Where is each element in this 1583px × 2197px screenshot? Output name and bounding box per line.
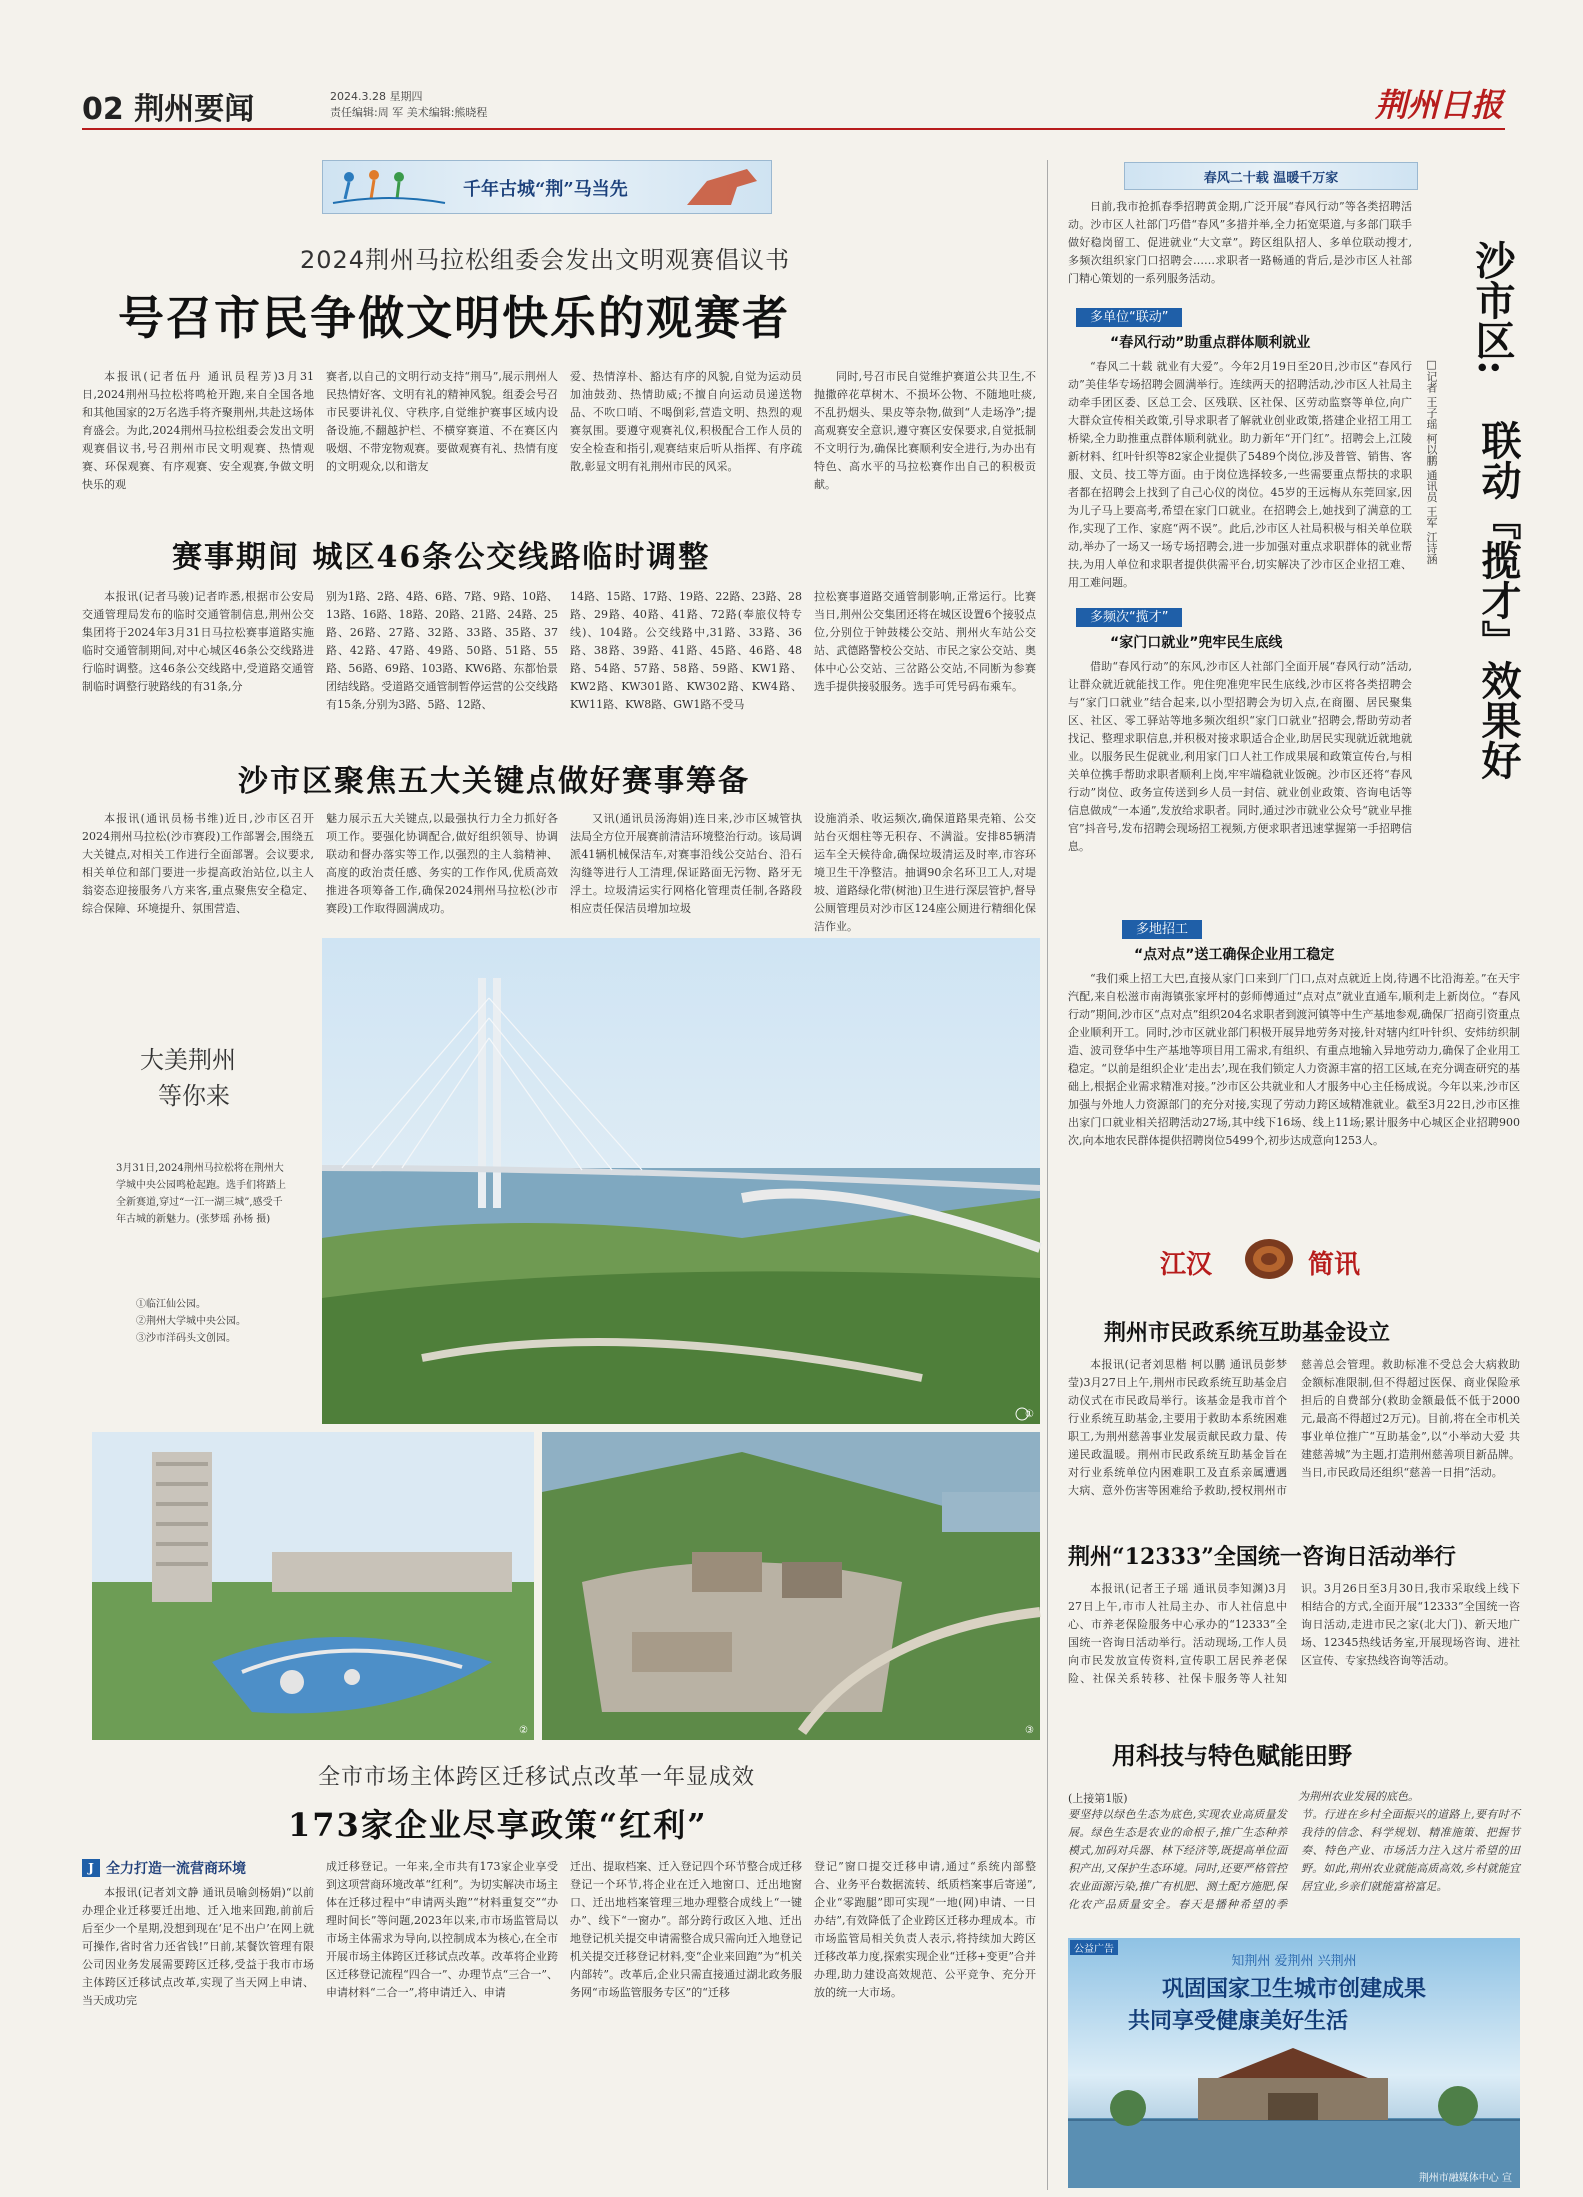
legend-item: ①临江仙公园。 [136, 1299, 206, 1310]
section-heading: “点对点”送工确保企业用工稳定 [1134, 947, 1335, 963]
article1-subtitle: 2024荆州马拉松组委会发出文明观赛倡议书 [300, 246, 791, 274]
photo-feature-title-2: 等你来 [158, 1082, 230, 1110]
section-tag: 多单位“联动” [1076, 306, 1182, 325]
article6-body: 要坚持以绿色生态为底色,实现农业高质量发展。绿色生态是农业的命根子,推广生态种养模式,加码对兵器、林下经济等,既提高单位面积产出,又保护生态环境。同时,还要严格管控农业面源污染,推广有机肥、测土配方施肥,保化农产品质量安全。春天是播种希望的季节。行进在乡村全面振兴的道路上,要有时不我待的信念、科学规划、精准施策、把握节奏、特色产业、市场活力注入这片希望的田野。如此,荆州农业就能高质高效,乡村就能宜居宜业,乡亲们就能富裕富足。 [1068, 1808, 1520, 1911]
editors-line: 责任编辑:周 军 美术编辑:熊晓程 [330, 106, 488, 119]
ad-credit: 荆州市融媒体中心 宣 [1418, 2173, 1512, 2184]
runners-icon [329, 161, 449, 211]
issue-date: 2024.3.28 星期四 [330, 90, 423, 103]
article3-col-1: 本报讯(通讯员杨书维)近日,沙市区召开2024荆州马拉松(沙市赛段)工作部署会,围绕五大关键点,对相关工作进行全面部署。会议要求,相关单位和部门要进一步提高政治站位,以主人翁姿态迎接服务八方来客,重点聚焦安全稳定、综合保障、环境提升、氛围营造、 [82, 812, 314, 915]
article3-col-2: 魅力展示五大关键点,以最强执行力全力抓好各项工作。要强化协调配合,做好组织领导、协调联动和督办落实等工作,以强烈的主人翁精神、高度的政治责任感、务实的工作作风,优质高效推进各项筹备工作,确保2024荆州马拉松(沙市赛段)工作取得圆满成功。 [326, 812, 558, 915]
article5-title [1460, 240, 1520, 375]
ad-line1: 巩固国家卫生城市创建成果 [1161, 1976, 1426, 2002]
article4-col-3: 迁出、提取档案、迁入登记四个环节整合成迁移登记一个环节,将企业在迁入地窗口、迁出地窗口、迁出地档案管理三地办理整合成线上“一键办”、线下“一窗办”。部分跨行政区入地、迁出地登记机关提交申请需整合成只需向迁入地登记机关提交迁移登记材料,变“企业来回跑”为“机关内部转”。改革后,企业只需直接通过湖北政务服务网“市场监管服务专区”的“迁移 [570, 1860, 802, 1999]
article3-col-4: 设施消杀、收运频次,确保道路果壳箱、公交站台灭烟柱等无积存、不满溢。安排85辆清运车全天候待命,确保垃圾清运及时率,市容环境卫生干净整洁。抽调90余名环卫工人,对堤坡、道路绿化带(树池)卫生进行深层管护,督导公厕管理员对沙市区124座公厕进行精细化保洁作业。 [814, 812, 1036, 933]
article4-col-4: 登记”窗口提交迁移申请,通过“系统内部整合、业务平台数据流转、纸质档案事后寄递”,企业“零跑腿”即可实现“一地(网)申请、一日办结”,有效降低了企业跨区迁移办理成本。市市场监管局相关负责人表示,将持续加大跨区迁移改革力度,探索实现企业“迁移+变更”合并办理,助力建设高效规范、公平竞争、充分开放的统一大市场。 [814, 1860, 1036, 1999]
section-heading: “春风行动”助重点群体顺利就业 [1110, 335, 1311, 351]
page-label: 02 荆州要闻 [82, 92, 255, 127]
article4-tag [82, 1858, 246, 1878]
horse-icon [677, 161, 767, 211]
brief2-body: 本报讯(记者王子瑶 通讯员李知渊)3月27日上午,市市人社局主办、市人社信息中心、市养老保险服务中心承办的“12333”全国统一咨询日活动举行。活动现场,工作人员向市民发放宣传资料,宣传职工居民养老保险、社保关系转移、社保卡服务等人社知识。3月26日至3月30日,我市采取线上线下相结合的方式,全面开展“12333”全国统一咨询日活动,走进市民之家(北大门)、新天地广场、12345热线话务室,开展现场咨询、进社区宣传、专家热线咨询等活动。 [1068, 1582, 1520, 1685]
photo-central-park [92, 1432, 534, 1740]
legend-item: ②荆州大学城中央公园。 [136, 1316, 246, 1327]
article2-title: 赛事期间 城区46条公交线路临时调整 [172, 540, 711, 575]
article1-col-2: 赛者,以自己的文明行动支持“荆马”,展示荆州人民热情好客、文明有礼的精神风貌。组委会号召市民要讲礼仪、守秩序,自觉维护赛事区域内设备设施,不翻越护栏、不横穿赛道、不在赛区内吸烟、不带宠物观赛。要做观赛有礼、热情有度的文明观众,以和谐友 [326, 370, 558, 473]
article2-col-2: 别为1路、2路、4路、6路、7路、9路、10路、13路、16路、18路、20路、21路、24路、25路、26路、27路、32路、33路、35路、37路、42路、47路、49路、50路、51路、55路、56路、69路、103路、KW6路、东都怡景团结线路。受道路交通管制暂停运营的公交线路有15条,分别为3路、5路、12路、 [326, 590, 558, 711]
ad-line2: 共同享受健康美好生活 [1128, 2008, 1349, 2034]
tag-badge-icon: J [82, 1859, 100, 1877]
article4-col-1: 本报讯(记者刘文静 通讯员喻剑杨娟)“以前办理企业迁移要迁出地、迁入地来回跑,前前后后至少一个星期,没想到现在‘足不出户’在网上就可操作,省时省力还省钱!”日前,某餐饮管理有限公司因业务发展需要跨区迁移,受益于我市市场主体跨区迁移试点改革,实现了当天网上申请、当天成功完 [82, 1886, 314, 2007]
column-divider [1047, 160, 1048, 2190]
masthead-bar [82, 80, 1505, 130]
photo-number: ① [1025, 1409, 1034, 1420]
article4-subtitle: 全市市场主体跨区迁移试点改革一年显成效 [318, 1765, 756, 1790]
article4-title: 173家企业尽享政策“红利” [288, 1806, 708, 1844]
section-body: “我们乘上招工大巴,直接从家门口来到厂门口,点对点就近上岗,待遇不比沿海差。”在天宇汽配,来自松滋市南海镇张家坪村的彭师傅通过“点对点”就业直通车,顺利走上新岗位。“春风行动”期间,沙市区“点对点”组织204名求职者到渡河镇等中生产基地参观,确保厂招商引资重点企业顺利开工。同时,沙市区就业部门积极开展异地劳务对接,针对辖内红叶针织、安炜纺织制造、波司登华中生产基地等项目用工需求,有组织、有重点地输入异地劳动力,确保了企业用工稳定。“以前是组织企业‘走出去’,现在我们锁定人力资源丰富的招工区域,在充分调查研究的基础上,根据企业需求精准对接。”沙市区公共就业和人才服务中心主任杨成说。今年以来,沙市区加强与外地人力资源部门的充分对接,实现了劳动力跨区域精准就业。截至3月22日,沙市区推出家门口就业相关招聘活动27场,其中线下16场、线上11场;累计服务中心城区企业招聘900次,向本地农民群体提供招聘岗位5499个,初步达成意向1253人。 [1068, 972, 1520, 1147]
photo-number: ② [519, 1725, 528, 1736]
article1-col-4: 同时,号召市民自觉维护赛道公共卫生,不抛撒碎花草树木、不损坏公物、不随地吐痰,不乱扔烟头、果皮等杂物,做到“人走场净”;提高观赛安全意识,遵守赛区安保要求,自觉抵制不文明行为,确保比赛顺利安全进行,为办出有特色、高水平的马拉松赛作出自己的积极贡献。 [814, 370, 1036, 491]
article5-title-line2: 联动『揽才』效果好 [1475, 420, 1522, 780]
photo-waterfront [542, 1432, 1040, 1740]
photo-caption: 3月31日,2024荆州马拉松将在荆州大学城中央公园鸣枪起跑。选手们将踏上全新赛道,穿过“一江一湖三城”,感受千年古城的新魅力。(张梦瑶 孙杨 摄) [116, 1163, 286, 1225]
photo-legend [136, 1296, 306, 1347]
article6-closing: 为荆州农业发展的底色。 [1298, 1790, 1419, 1803]
article1-col-3: 爱、热情淳朴、豁达有序的风貌,自觉为运动员加油鼓劲、热情助威;不擅自向运动员递送物品、不吹口哨、不喝倒彩,营造文明、热烈的观赛氛围。要遵守观赛礼仪,积极配合工作人员的安全检查和指引,观赛结束后听从指挥、有序疏散,彰显文明有礼荆州市民的风采。 [570, 370, 802, 473]
briefs-header [1146, 1236, 1406, 1282]
article5-title-2 [1466, 420, 1526, 840]
ad-slogan-small: 知荆州 爱荆州 兴荆州 [1231, 1954, 1357, 1969]
tag-label: 全力打造一流营商环境 [106, 1861, 246, 1877]
article4-col-2: 成迁移登记。一年来,全市共有173家企业享受到这项营商环境改革“红利”。为切实解决市场主体在迁移过程中“申请两头跑”“材料重复交”“办理时间长”等问题,2023年以来,市市场监管局以市场主体需求为导向,以控制成本为核心,在全市开展市场主体跨区迁移试点改革。改革将企业跨区迁移登记流程“四合一”、办理节点“三合一”、申请材料“二合一”,将申请迁入、申请 [326, 1860, 558, 1999]
banner-label: 千年古城“荆”马当先 [463, 179, 628, 200]
article2-col-4: 拉松赛事道路交通管制影响,正常运行。比赛当日,荆州公交集团还将在城区设置6个接驳点位,分别位于钟鼓楼公交站、荆州火车站公交站、武德路警校公交站、市民之家公交站、奥体中心公交站、三岔路公交站,不同断为参赛选手提供接驳服务。选手可凭号码布乘车。 [814, 590, 1036, 693]
article3-title: 沙市区聚焦五大关键点做好赛事筹备 [238, 764, 750, 799]
article2-col-1: 本报讯(记者马骏)记者昨悉,根据市公安局交通管理局发布的临时交通管制信息,荆州公交集团将于2024年3月31日马拉松赛事道路实施临时交通管制期间,对中心城区46条公交线路进行临时调整。这46条公交线路中,受道路交通管制临时调整行驶路线的有31条,分 [82, 590, 314, 693]
section-body: 借助“春风行动”的东风,沙市区人社部门全面开展“春风行动”活动,让群众就近就能找工作。兜住兜准兜牢民生底线,沙市区将各类招聘会与“家门口就业”结合起来,以小型招聘会为切入点,在商圈、居民聚集区、社区、零工驿站等地多频次组织“家门口就业”招聘会,帮助劳动者找记、整理求职信息,并积极对接求职适合企业,助居民实现就近就地就业。以服务民生促就业,利用家门口人社工作成果展和政策宣传台,与相关单位携手帮助求职者顺利上岗,牢牢端稳就业饭碗。沙市区还将“春风行动”岗位、政务宣传送到乡人员一封信、就业创业政策、咨询电话等信息做成“一本通”,发放给求职者。同时,通过沙市就业公众号“就业早推官”抖音号,发布招聘会现场招工视频,方便求职者迅速掌握第一手招聘信息。 [1068, 660, 1412, 853]
brief1-title: 荆州市民政系统互助基金设立 [1104, 1320, 1391, 1346]
article2-col-3: 14路、15路、17路、19路、22路、23路、28路、29路、40路、41路、72路(奉旅仪特专线)、104路。公交线路中,31路、33路、36路、38路、39路、41路、45路、46路、48路、54路、57路、58路、59路、KW1路、KW2路、KW301路、KW302路、KW4路、KW11路、KW8路、GW1路不受马 [570, 590, 802, 711]
photo-bridge-park [322, 938, 1040, 1424]
brief1-body: 本报讯(记者刘思楷 柯以鹏 通讯员彭梦莹)3月27日上午,荆州市民政系统互助基金启动仪式在市民政局举行。该基金是我市首个行业系统互助基金,主要用于救助本系统困难职工,为荆州慈善事业发展贡献民政力量、传递民政温暖。荆州市民政系统互助基金旨在对行业系统单位内困难职工及直系亲属遭遇大病、意外伤害等困难给予救助,授权荆州市慈善总会管理。救助标准不受总会大病救助金额标准限制,但不得超过医保、商业保险承担后的自费部分(救助金额最低不低于2000元,最高不得超过2万元)。目前,将在全市机关事业单位推广“互助基金”,以“小举动大爱 共建慈善城”为主题,打造荆州慈善项目新品牌。当日,市民政局还组织“慈善一日捐”活动。 [1068, 1358, 1520, 1497]
bronze-emblem-icon [1242, 1236, 1296, 1282]
briefs-label-left: 江汉 [1160, 1250, 1213, 1280]
article3-col-3: 又讯(通讯员汤海娟)连日来,沙市区城管执法局全方位开展赛前清洁环境整治行动。该局调派41辆机械保洁车,对赛事沿线公交站台、沿石沟缝等进行人工清理,保证路面无污物、路牙无浮土。垃圾清运实行网格化管理责任制,各路段相应责任保洁员增加垃圾 [570, 812, 802, 915]
article5-byline: □记者 王子瑶 柯以鹏 通讯员 王军 江诗涵 [1425, 358, 1438, 565]
public-service-ad [1068, 1938, 1520, 2188]
city-gate-icon [1068, 2038, 1520, 2188]
photo-number: ③ [1025, 1725, 1034, 1736]
section-body: “春风二十载 就业有大爱”。今年2月19日至20日,沙市区“春风行动”美佳华专场招聘会圆满举行。连续两天的招聘活动,沙市区人社局主动牵手团区委、区总工会、区残联、区社保、区劳动监察等单位,向广大群众宣传相关政策,引导求职者了解就业创业政策,搭建企业招工用工桥梁,全力助推重点群体顺利就业。助力新年“开门红”。招聘会上,江陵新材料、红叶针织等82家企业提供了5489个岗位,涉及普管、销售、客服、文员、技工等方面。由于岗位选择较多,一些需要重点帮扶的求职者都在招聘会上找到了自己心仪的岗位。45岁的王远梅从东莞回家,因为儿子马上要高考,希望在家门口就业。在招聘会上,她找到了满意的工作,实现了工作、家庭“两不误”。此后,沙市区人社局积极与相关单位联动,举办了一场又一场专场招聘会,进一步加强对重点求职群体的就业帮扶,为用人单位和求职者提供供需平台,切实解决了沙市区企业招工难、用工难问题。 [1068, 360, 1412, 589]
section-banner [322, 160, 772, 214]
article5-intro: 日前,我市抢抓春季招聘黄金期,广泛开展“春风行动”等各类招聘活动。沙市区人社部门巧借“春风”多措并举,全力拓宽渠道,与多部门联手做好稳岗留工、促进就业“大文章”。跨区组队招人、多单位联动搜才,多频次组织家门口招聘会……求职者一路畅通的背后,是沙市区人社部门精心策划的一系列服务活动。 [1068, 200, 1412, 285]
article5-title-line1: 沙市区: [1469, 240, 1516, 375]
briefs-label-right: 简讯 [1308, 1250, 1361, 1280]
photo-feature-title-1: 大美荆州 [140, 1046, 236, 1074]
banner-label: 春风二十载 温暖千万家 [1203, 171, 1339, 186]
brief2-title: 荆州“12333”全国统一咨询日活动举行 [1068, 1544, 1456, 1570]
section-tag: 多频次“揽才” [1076, 606, 1182, 625]
article1-col-1: 本报讯(记者伍丹 通讯员程芳)3月31日,2024荆州马拉松将鸣枪开跑,来自全国各地和其他国家的2万名选手将齐聚荆州,共赴这场体育盛会。为此,2024荆州马拉松组委会发出文明观赛倡议书,号召荆州市民文明观赛、热情观赛、环保观赛、有序观赛、安全观赛,争做文明快乐的观 [82, 370, 314, 491]
section-banner-right [1124, 162, 1418, 190]
newspaper-logo: 荆州日报 [1374, 86, 1503, 124]
article6-title: 用科技与特色赋能田野 [1112, 1741, 1352, 1770]
article6-jump: (上接第1版) [1068, 1792, 1128, 1805]
section-tag: 多地招工 [1122, 918, 1202, 937]
legend-item: ③沙市洋码头文创园。 [136, 1333, 236, 1344]
article1-title: 号召市民争做文明快乐的观赛者 [118, 291, 790, 345]
ad-corner-label: 公益广告 [1070, 1940, 1118, 1955]
section-heading: “家门口就业”兜牢民生底线 [1110, 635, 1283, 651]
